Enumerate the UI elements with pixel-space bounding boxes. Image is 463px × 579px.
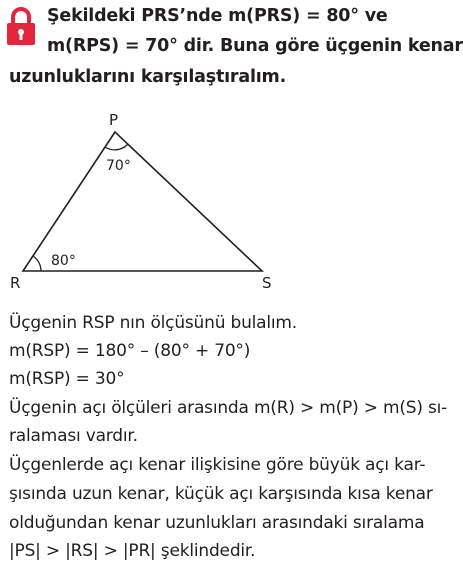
solution-line: Üçgenin açı ölçüleri arasında m(R) > m(P) > m(S) sı- [9, 398, 448, 418]
angle-arc-r [33, 256, 41, 271]
solution-line: |PS| > |RS| > |PR| şeklindedir. [9, 541, 256, 561]
vertex-label-s: S [262, 274, 272, 292]
problem-line: m(RPS) = 70° dir. Buna göre üçgenin kenar [47, 36, 463, 56]
angle-arc-p [105, 144, 128, 150]
vertex-label-p: P [109, 111, 119, 129]
triangle-figure [0, 100, 463, 300]
solution-line: olduğundan kenar uzunlukları arasındaki sıralama [9, 513, 425, 533]
problem-line: Şekildeki PRS’nde m(PRS) = 80° ve [47, 6, 388, 26]
solution-line: şısında uzun kenar, küçük açı karşısında kısa kenar [9, 484, 433, 504]
angle-label-p: 70° [106, 158, 131, 174]
solution-line: ralaması vardır. [9, 426, 138, 446]
lock-icon [6, 6, 36, 46]
triangle-prs [23, 132, 262, 271]
solution-line: Üçgenin RSP nın ölçüsünü bulalım. [9, 313, 297, 333]
vertex-label-r: R [10, 274, 21, 292]
solution-line: Üçgenlerde açı kenar ilişkisine göre büyük açı kar- [9, 455, 426, 475]
solution-line: m(RSP) = 30° [9, 369, 125, 389]
problem-line: uzunluklarını karşılaştıralım. [9, 67, 287, 87]
angle-label-r: 80° [51, 253, 76, 269]
solution-line: m(RSP) = 180° – (80° + 70°) [9, 341, 251, 361]
